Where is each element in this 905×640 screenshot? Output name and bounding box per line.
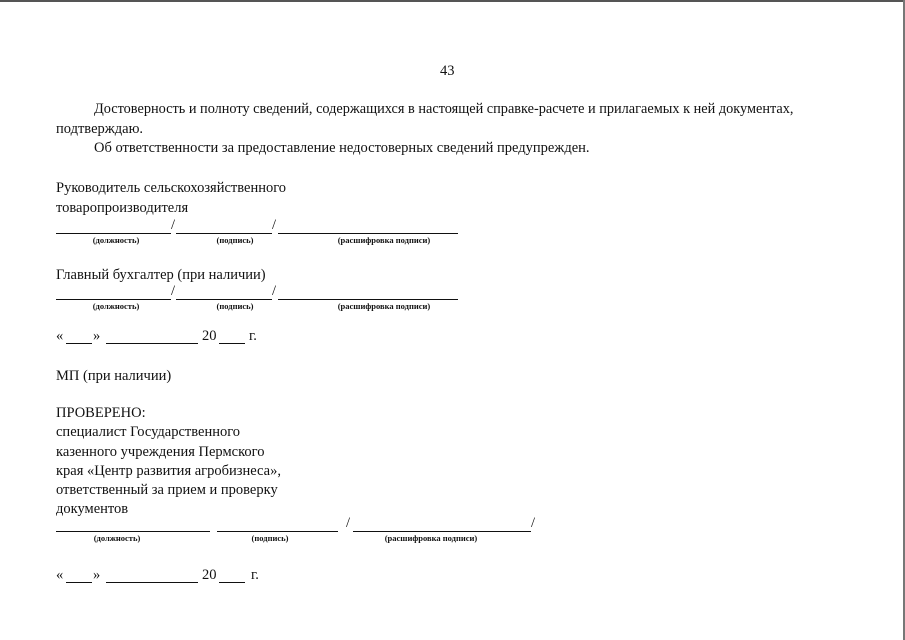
accountant-title: Главный бухгалтер (при наличии) [56,267,266,283]
head-caption-signature: (подпись) [216,235,254,245]
date1-year-prefix: 20 [202,328,217,344]
head-signature-line [176,233,272,234]
date1-month-line [106,343,198,344]
accountant-slash-2: / [272,283,277,299]
confirm-text-line2: подтверждаю. [56,121,144,137]
date2-open-quote: « [56,567,64,583]
checked-line2: казенного учреждения Пермского [56,444,265,460]
accountant-position-line [56,299,171,300]
checked-caption-signature: (подпись) [251,533,289,543]
date1-year-line [219,343,245,344]
date1-open-quote: « [56,328,64,344]
checked-caption-position: (должность) [93,533,141,543]
head-slash-2: / [272,217,277,233]
checked-signature-line [217,531,338,532]
head-title-line2: товаропроизводителя [56,200,189,216]
checked-slash-2: / [531,515,536,531]
date1-day-line [66,343,92,344]
head-caption-decoding: (расшифровка подписи) [337,235,431,245]
checked-line1: специалист Государственного [56,424,241,440]
checked-heading: ПРОВЕРЕНО: [56,405,146,421]
checked-caption-decoding: (расшифровка подписи) [384,533,478,543]
date2-year-suffix: г. [251,567,259,583]
date2-close-quote: » [93,567,101,583]
stamp-label: МП (при наличии) [56,368,172,384]
head-decoding-line [278,233,458,234]
head-title-line1: Руководитель сельскохозяйственного [56,180,287,196]
date2-year-prefix: 20 [202,567,217,583]
checked-decoding-line [353,531,531,532]
checked-slash-1: / [346,515,351,531]
accountant-caption-decoding: (расшифровка подписи) [337,301,431,311]
accountant-caption-signature: (подпись) [216,301,254,311]
warning-text: Об ответственности за предоставление недостоверных сведений предупрежден. [94,140,590,156]
accountant-signature-line [176,299,272,300]
date2-day-line [66,582,92,583]
date2-year-line [219,582,245,583]
confirm-text-line1: Достоверность и полноту сведений, содержащихся в настоящей справке-расчете и прилагаемых к ней документах, [94,101,794,117]
date1-close-quote: » [93,328,101,344]
checked-line5: документов [56,501,129,517]
accountant-decoding-line [278,299,458,300]
accountant-caption-position: (должность) [92,301,140,311]
checked-line3: края «Центр развития агробизнеса», [56,463,281,479]
checked-position-line [56,531,210,532]
head-slash-1: / [171,217,176,233]
accountant-slash-1: / [171,283,176,299]
head-caption-position: (должность) [92,235,140,245]
page-number: 43 [440,63,455,79]
date1-year-suffix: г. [249,328,257,344]
page-top-border [0,0,905,2]
date2-month-line [106,582,198,583]
head-position-line [56,233,171,234]
checked-line4: ответственный за прием и проверку [56,482,278,498]
